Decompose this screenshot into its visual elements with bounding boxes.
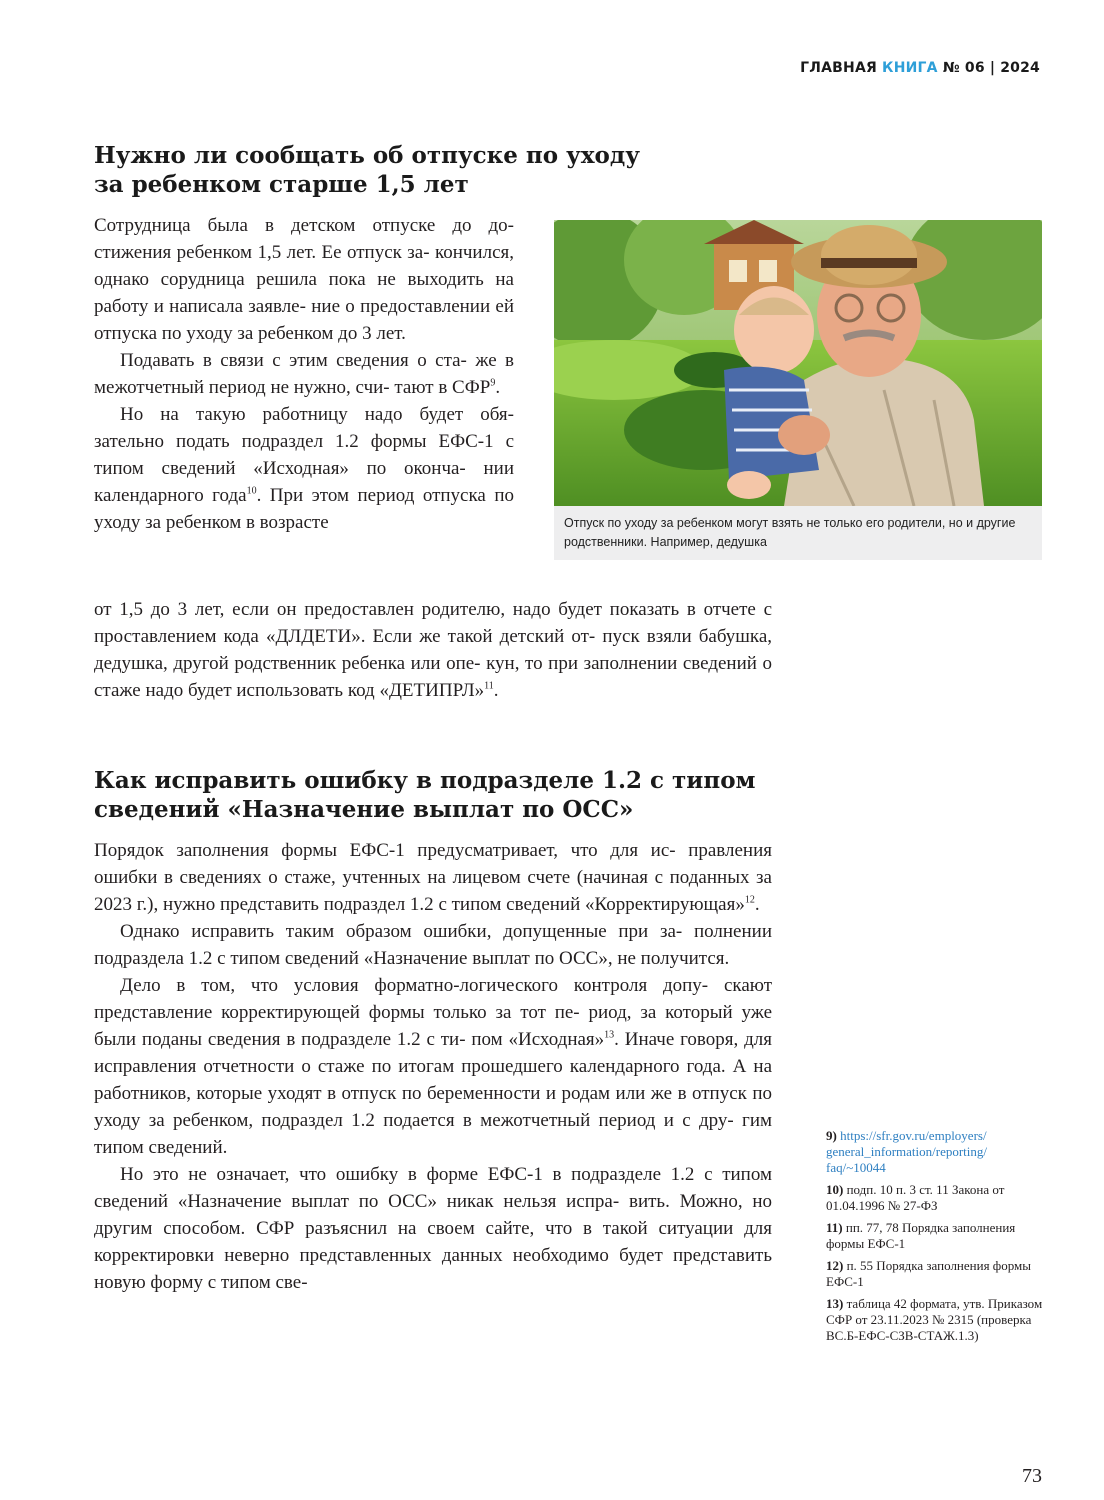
running-header <box>800 60 1040 76</box>
paragraph: Однако исправить таким образом ошибки, допущенные при за- полнении подраздела 1.2 с типом сведений «Назначение выплат по ОСС», не получится. <box>94 921 772 969</box>
section1-body-wide <box>94 596 772 704</box>
footnote-ref: 9 <box>490 377 496 389</box>
footnote-ref: 13 <box>604 1029 615 1041</box>
footnote-9: 9) https://sfr.gov.ru/employers/ general_information/reporting/ faq/~10044 <box>826 1128 988 1175</box>
footnote-ref: 11 <box>484 680 494 692</box>
paragraph: Дело в том, что условия форматно-логического контроля допу- скают представление корректирующей формы только за тот пе- риод, за который уже были поданы сведения в подразделе 1.2 с ти- пом «Исходная»$^{13}$. Иначе говоря, для исправления отчетности о стаже по итогам прошедшего календарного года. А на работников, которые уходят в отпуск по беременности и родам или же в отпуск по уходу за ребенком, подраздел 1.2 подается в межотчетный период и с дру- гим типом сведений. <box>94 975 773 1158</box>
photo-grandfather-with-baby <box>554 220 1042 506</box>
page-number: 73 <box>1022 1465 1042 1487</box>
footnote-12: 12) п. 55 Порядка заполнения формы ЕФС-1 <box>826 1258 1031 1289</box>
section2-body <box>94 837 772 1296</box>
paragraph: Подавать в связи с этим сведения о ста- же в межотчетный период не нужно, счи- тают в СФР$^9$. <box>94 350 515 398</box>
magazine-name-accent: КНИГА <box>882 60 938 76</box>
footnote-10: 10) подп. 10 п. 3 ст. 11 Закона от 01.04.1996 № 27-ФЗ <box>826 1182 1005 1213</box>
paragraph: от 1,5 до 3 лет, если он предоставлен родителю, надо будет показать в отчете с проставлением кода «ДЛДЕТИ». Если же такой детский от- пуск взяли бабушка, дедушка, другой родственник ребенка или опе- кун, то при заполнении сведений о стаже надо будет использовать код «ДЕТИПРЛ»$^{11}$. <box>94 599 773 701</box>
magazine-name: ГЛАВНАЯ <box>800 60 883 76</box>
section1-body-narrow <box>94 212 514 536</box>
section2-title: Как исправить ошибку в подразделе 1.2 с типом сведений «Назначение выплат по ОСС» <box>94 767 756 823</box>
footnote-13: 13) таблица 42 формата, утв. Приказом СФР от 23.11.2023 № 2315 (проверка ВС.Б-ЕФС-СЗВ-СТАЖ.1.3) <box>826 1296 1043 1343</box>
footnotes <box>826 1128 1046 1350</box>
photo-caption: Отпуск по уходу за ребенком могут взять не только его родители, но и другие родственники. Например, дедушка <box>554 506 1042 560</box>
paragraph: Но это не означает, что ошибку в форме ЕФС-1 в подразделе 1.2 с типом сведений «Назначение выплат по ОСС» никак нельзя испра- вить. Можно, но другим способом. СФР разъяснил на своем сайте, что в такой ситуации для корректировки неверно представленных данных необходимо будет представить новую форму с типом све- <box>94 1164 773 1293</box>
section1-title: Нужно ли сообщать об отпуске по уходу за ребенком старше 1,5 лет <box>94 142 640 198</box>
paragraph: Но на такую работницу надо будет обя- зательно подать подраздел 1.2 формы ЕФС-1 с типом сведений «Исходная» по оконча- нии календарного года$^{10}$. При этом период отпуска по уходу за ребенком в возрасте <box>94 404 514 533</box>
footnote-ref: 12 <box>744 894 755 906</box>
footnote-ref: 10 <box>246 485 257 497</box>
paragraph: Сотрудница была в детском отпуске до до- стижения ребенком 1,5 лет. Ее отпуск за- кончился, однако сорудница решила пока не выходить на работу и написала заявле- ние о предоставлении ей отпуска по уходу за ребенком до 3 лет. <box>94 215 515 344</box>
paragraph: Порядок заполнения формы ЕФС-1 предусматривает, что для ис- правления ошибки в сведениях о стаже, учтенных на лицевом счете (начиная с поданных за 2023 г.), нужно представить подраздел 1.2 с типом сведений «Корректирующая»$^{12}$. <box>94 840 772 915</box>
photo-illustration <box>554 220 1042 506</box>
footnote-link[interactable]: https://sfr.gov.ru/employers/ general_information/reporting/ faq/~10044 <box>826 1128 988 1175</box>
footnote-11: 11) пп. 77, 78 Порядка заполнения формы ЕФС-1 <box>826 1220 1016 1251</box>
issue-number: № 06 | 2024 <box>937 60 1040 76</box>
